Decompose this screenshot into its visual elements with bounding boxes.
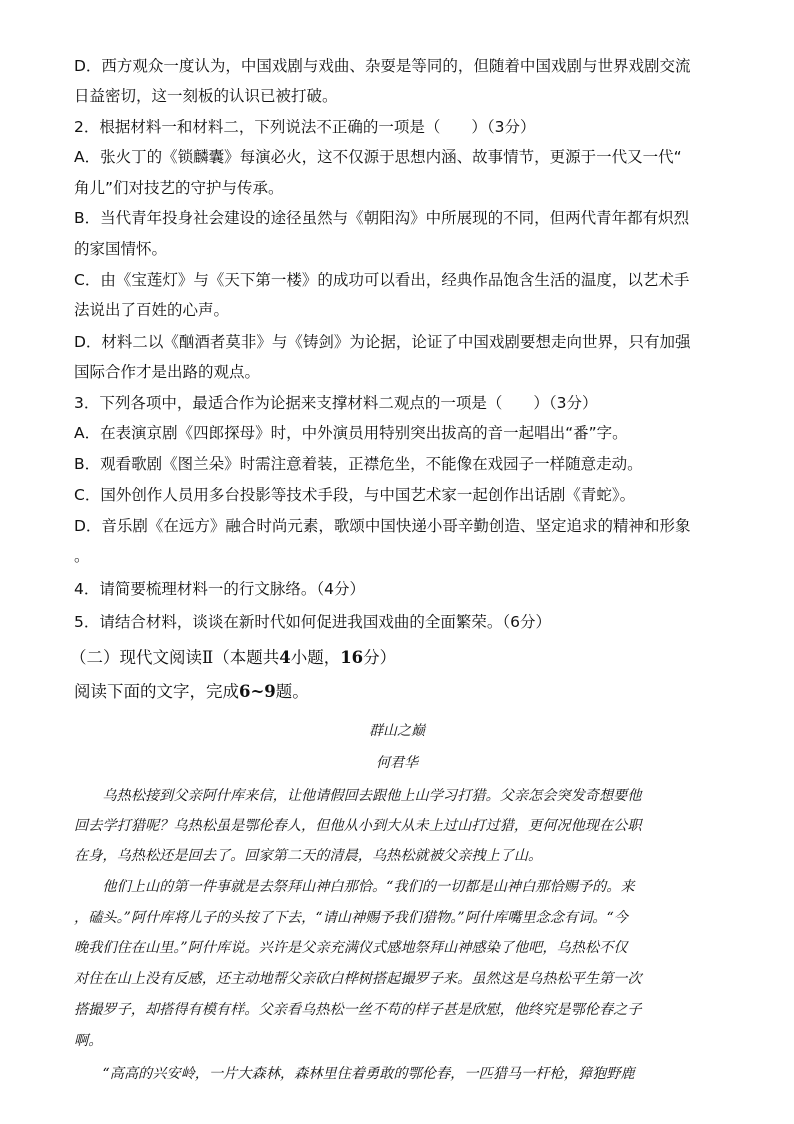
section-heading-end: 分） (363, 648, 397, 667)
q3-option-b: B．观看歌剧《图兰朵》时需注意着装，正襟危坐，不能像在戏园子一样随意走动。 (74, 455, 643, 473)
section-heading-score: 16 (340, 648, 364, 667)
section-heading (70, 646, 720, 670)
q5-text: 5．请结合材料，谈谈在新时代如何促进我国戏曲的全面繁荣。（6分） (74, 613, 551, 631)
section-heading-rest: （本题共 (213, 648, 280, 667)
story-author: 何君华 (376, 755, 418, 771)
q2-option-d-line2: 国际合作才是出路的观点。 (74, 363, 261, 381)
instruction-post: 题。 (275, 682, 309, 701)
q1-option-d-line1: D．西方观众一度认为，中国戏剧与戏曲、杂耍是等同的，但随着中国戏剧与世界戏剧交流 (74, 57, 691, 75)
q3-stem: 3．下列各项中，最适合作为论据来支撑材料二观点的一项是（ ）（3分） (74, 394, 598, 412)
q2-option-d-line1: D．材料二以《酗酒者莫非》与《铸剑》为论据，论证了中国戏剧要想走向世界，只有加强 (74, 333, 691, 351)
instruction-range: 6~9 (239, 682, 276, 701)
story-line: 对住在山上没有反感，还主动地帮父亲砍白桦树搭起撮罗子来。虽然这是乌热松平生第一次 (74, 971, 642, 987)
q3-option-c: C．国外创作人员用多台投影等技术手段，与中国艺术家一起创作出话剧《青蛇》。 (74, 486, 636, 504)
q2-option-a-line1: A．张火丁的《锁麟囊》每演必火，这不仅源于思想内涵、故事情节，更源于一代又一代“ (74, 148, 682, 166)
q3-option-d-line1: D．音乐剧《在远方》融合时尚元素，歌颂中国快递小哥辛勤创造、坚定追求的精神和形象 (74, 517, 691, 535)
story-line: ，磕头。”阿什库将儿子的头按了下去，“请山神赐予我们猎物。”阿什库嘴里念念有词。“今 (74, 910, 628, 926)
section-heading-main: （二）现代文阅读Ⅱ (70, 648, 214, 667)
story-line: 他们上山的第一件事就是去祭拜山神白那恰。“我们的一切都是山神白那恰赐予的。来 (74, 879, 635, 895)
section-heading-count: 4 (279, 648, 291, 667)
q1-option-d-line2: 日益密切，这一刻板的认识已被打破。 (74, 87, 338, 105)
story-line: 搭撮罗子，却搭得有模有样。父亲看乌热松一丝不苟的样子甚是欣慰，他终究是鄂伦春之子 (74, 1002, 642, 1018)
story-line: 回去学打猎呢？乌热松虽是鄂伦春人，但他从小到大从未上过山打过猎，更何况他现在公职 (74, 818, 642, 834)
section-heading-mid: 小题， (290, 648, 341, 667)
story-line: 乌热松接到父亲阿什库来信，让他请假回去跟他上山学习打猎。父亲怎会突发奇想要他 (74, 788, 642, 804)
q2-option-c-line1: C．由《宝莲灯》与《天下第一楼》的成功可以看出，经典作品饱含生活的温度，以艺术手 (74, 271, 690, 289)
q2-option-b-line1: B．当代青年投身社会建设的途径虽然与《朝阳沟》中所展现的不同，但两代青年都有炽烈 (74, 209, 690, 227)
q2-option-b-line2: 的家国情怀。 (74, 240, 168, 258)
q2-option-a-line2: 角儿”们对技艺的守护与传承。 (74, 179, 284, 197)
q2-option-c-line2: 法说出了百姓的心声。 (74, 301, 230, 319)
q3-option-a: A．在表演京剧《四郎探母》时，中外演员用特别突出拔高的音一起唱出“番”字。 (74, 424, 628, 442)
story-line: 在身，乌热松还是回去了。回家第二天的清晨，乌热松就被父亲拽上了山。 (74, 848, 543, 864)
reading-instruction (74, 680, 724, 704)
q2-stem: 2．根据材料一和材料二，下列说法不正确的一项是（ ）（3分） (74, 118, 536, 136)
story-line: 啊。 (74, 1033, 103, 1049)
story-title: 群山之巅 (369, 723, 425, 739)
q3-option-d-line2: 。 (74, 547, 90, 565)
story-line: 晚我们住在山里。”阿什库说。兴许是父亲充满仪式感地祭拜山神感染了他吧，乌热松不仅 (74, 940, 628, 956)
story-line: “高高的兴安岭，一片大森林，森林里住着勇敢的鄂伦春，一匹猎马一杆枪，獐狍野鹿 (74, 1066, 635, 1082)
q4-text: 4．请简要梳理材料一的行文脉络。（4分） (74, 580, 365, 598)
instruction-pre: 阅读下面的文字，完成 (74, 682, 239, 701)
